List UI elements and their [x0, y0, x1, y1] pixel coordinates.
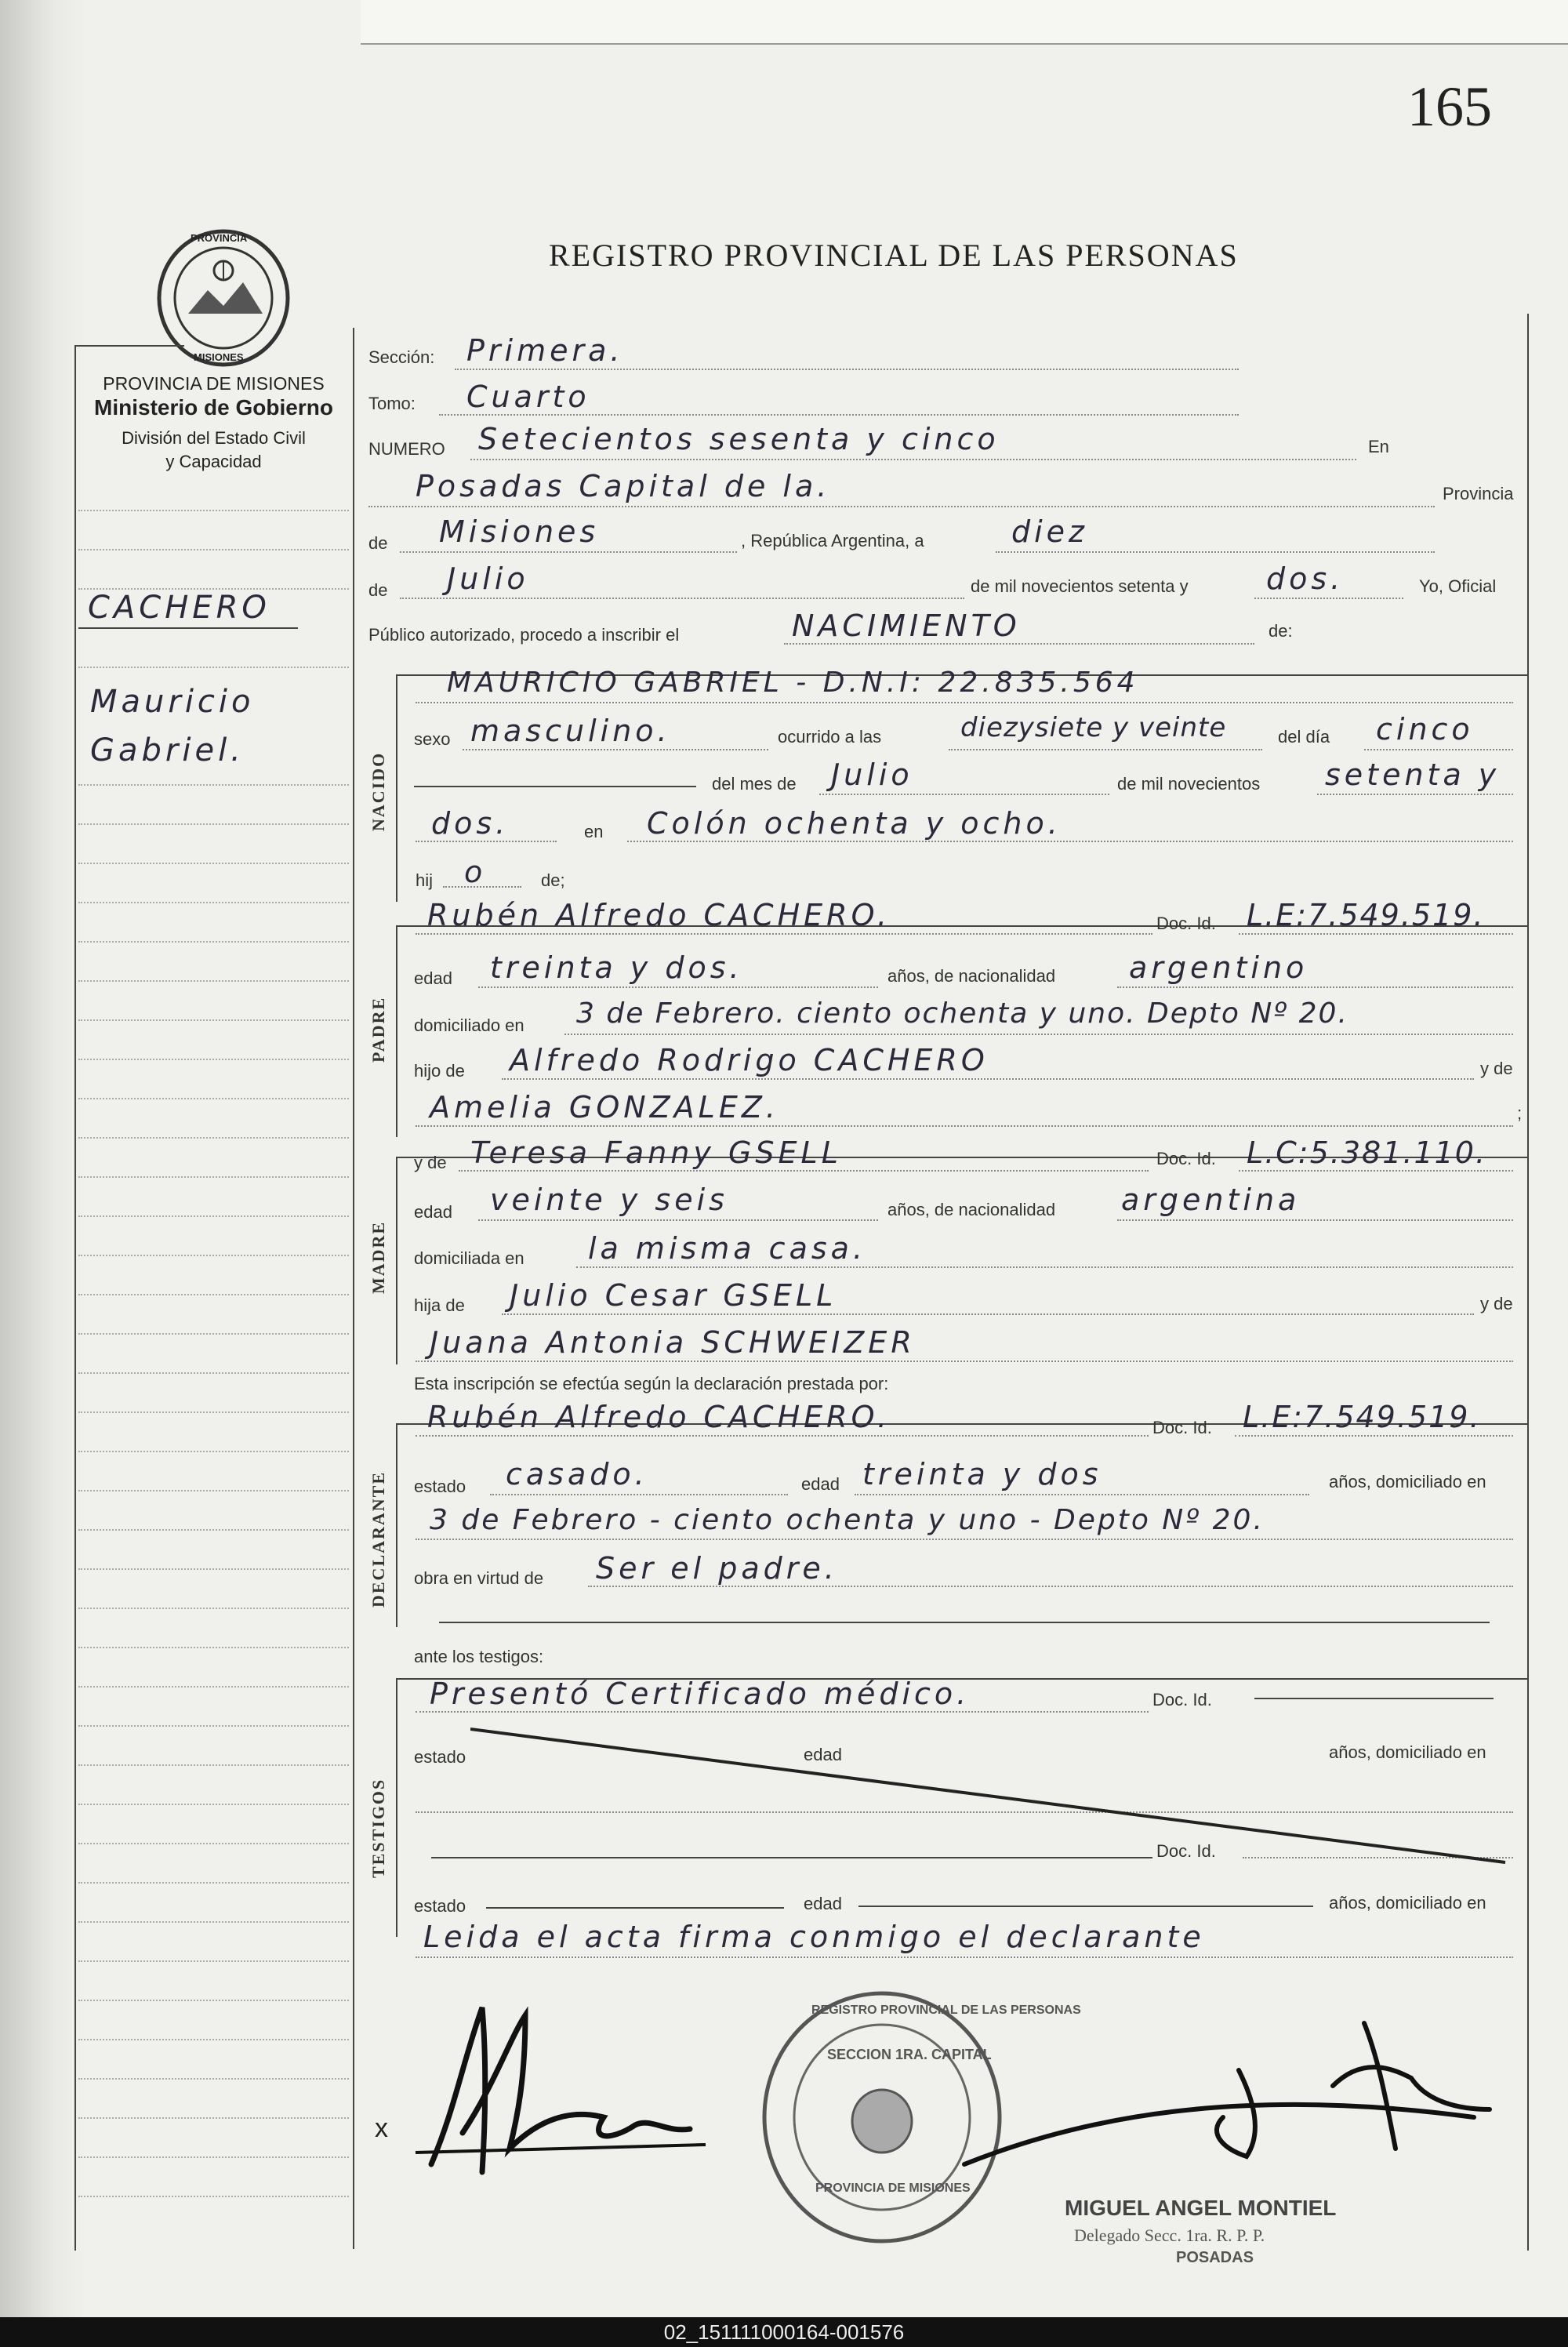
dotted-line [416, 1539, 1513, 1540]
value-testigo-1: Presentó Certificado médico. [430, 1677, 971, 1711]
margin-line [78, 1882, 349, 1884]
official-signature [925, 1992, 1505, 2172]
sign-mark: x [375, 2113, 388, 2143]
label-doc-id: Doc. Id. [1156, 1149, 1216, 1168]
value-acto: NACIMIENTO [792, 609, 1021, 643]
margin-line [78, 1921, 349, 1923]
label-de: de [368, 533, 388, 553]
label-yo-oficial: Yo, Oficial [1419, 576, 1497, 596]
value-madre-padre: Julio Cesar GSELL [510, 1278, 837, 1313]
province-name: PROVINCIA DE MISIONES [103, 373, 325, 394]
label-seccion: Sección: [368, 347, 435, 367]
label-y-de: y de [1480, 1294, 1513, 1313]
dotted-line [470, 459, 1356, 460]
value-cierre: Leida el acta firma conmigo el declarante [423, 1920, 1205, 1954]
official-city: POSADAS [1176, 2249, 1254, 2266]
label-de-semi: de; [541, 870, 565, 890]
dotted-line [478, 986, 878, 988]
division-line-2: y Capacidad [165, 452, 262, 471]
page-number: 165 [1407, 75, 1492, 138]
blank-line [858, 1906, 1313, 1907]
margin-line [78, 1568, 349, 1570]
margin-line [78, 1372, 349, 1374]
value-anio-acta: dos. [1266, 561, 1345, 596]
dotted-line [949, 749, 1262, 750]
stamp-inner-text: SECCION 1RA. CAPITAL [827, 2047, 992, 2062]
image-id-footer: 02_151111000164-001576 [0, 2317, 1568, 2347]
dotted-line [416, 1361, 1513, 1362]
margin-given-2: Gabriel. [90, 732, 245, 768]
margin-line [78, 1647, 349, 1648]
value-hora: diezysiete y veinte [960, 712, 1227, 743]
value-tomo: Cuarto [466, 380, 590, 414]
dotted-line [416, 1711, 1149, 1713]
value-padre-madre: Amelia GONZALEZ. [430, 1090, 779, 1124]
margin-line [78, 1176, 349, 1178]
dotted-line [439, 414, 1239, 416]
dotted-line [416, 1956, 1513, 1958]
dotted-line [416, 841, 557, 842]
dotted-line [1317, 794, 1513, 795]
margin-line [78, 1294, 349, 1295]
dotted-line [416, 1435, 1149, 1437]
value-provincia: Misiones [439, 514, 600, 549]
side-label-nacido: NACIDO [368, 751, 388, 831]
cancel-stroke [470, 1721, 1513, 1870]
margin-line [78, 980, 349, 982]
margin-line [78, 2117, 349, 2119]
blank-line [1254, 1698, 1494, 1699]
label-de-mil-setenta: de mil novecientos setenta y [971, 576, 1189, 596]
margin-line [78, 1215, 349, 1217]
dotted-line [416, 1125, 1513, 1127]
margin-line [78, 1490, 349, 1491]
label-edad: edad [801, 1474, 840, 1494]
side-label-testigos: TESTIGOS [368, 1778, 388, 1878]
value-madre-nombre: Teresa Fanny GSELL [470, 1135, 842, 1170]
dotted-line [1239, 1170, 1513, 1172]
margin-line [78, 1451, 349, 1452]
dotted-line [455, 369, 1239, 370]
margin-line [78, 784, 349, 786]
label-estado: estado [414, 1747, 466, 1767]
label-republica: , República Argentina, a [741, 531, 924, 550]
label-en: en [584, 822, 604, 841]
margin-line [78, 1411, 349, 1413]
margin-right-rule [353, 328, 354, 2249]
value-decl-doc: L.E:7.549.519. [1243, 1400, 1481, 1434]
margin-line [78, 1529, 349, 1531]
value-padre-doc: L.E:7.549.519. [1247, 898, 1485, 932]
margin-line [78, 1098, 349, 1099]
value-mes-nac: Julio [831, 758, 913, 792]
margin-line [78, 1725, 349, 1727]
stamp-bottom-text: PROVINCIA DE MISIONES [815, 2182, 971, 2195]
dotted-line [502, 1078, 1474, 1080]
dotted-line [1117, 1219, 1513, 1221]
margin-line [78, 1137, 349, 1139]
value-padre-edad: treinta y dos. [490, 950, 743, 985]
label-doc-id: Doc. Id. [1156, 1841, 1216, 1861]
value-dia-nac: cinco [1376, 712, 1474, 747]
label-sexo: sexo [414, 729, 451, 749]
side-label-padre: PADRE [368, 996, 388, 1063]
margin-line [78, 1059, 349, 1060]
dotted-line [1239, 933, 1513, 935]
sheet-behind [361, 0, 1568, 45]
label-edad: edad [414, 968, 452, 988]
label-en: En [1368, 437, 1389, 456]
value-padre-dom: 3 de Febrero. ciento ochenta y uno. Depto Nº 20. [576, 997, 1348, 1030]
margin-line [78, 1764, 349, 1766]
stamp-ring-text: REGISTRO PROVINCIAL DE LAS PERSONAS [811, 2004, 1081, 2017]
label-anos-dom: años, domiciliado en [1329, 1893, 1486, 1913]
label-de-colon: de: [1269, 621, 1293, 641]
value-numero: Setecientos sesenta y cinco [478, 422, 1000, 456]
section-side-rule [396, 1678, 397, 1937]
label-anos-dom: años, domiciliado en [1329, 1472, 1486, 1491]
dotted-line [502, 1313, 1474, 1315]
dotted-line [1364, 749, 1513, 750]
margin-top-rule [74, 345, 184, 347]
value-anio-nac-1: setenta y [1325, 758, 1501, 792]
section-side-rule [396, 674, 397, 902]
division-line-1: División del Estado Civil [122, 428, 306, 448]
label-edad: edad [804, 1745, 842, 1764]
dotted-line [819, 794, 1109, 795]
dotted-line [1235, 1435, 1513, 1437]
dotted-line [627, 841, 1513, 842]
section-side-rule [396, 1157, 397, 1364]
margin-line [78, 549, 349, 550]
margin-line [78, 1255, 349, 1256]
label-edad: edad [804, 1894, 842, 1913]
value-decl-dom: 3 de Febrero - ciento ochenta y uno - Depto Nº 20. [430, 1504, 1265, 1536]
value-padre-nac: argentino [1129, 950, 1308, 985]
margin-surname: CACHERO [88, 590, 270, 626]
official-name: MIGUEL ANGEL MONTIEL [1065, 2196, 1337, 2220]
ministry-name: Ministerio de Gobierno [94, 395, 333, 420]
blank-line [414, 786, 696, 787]
margin-line [78, 2000, 349, 2001]
label-estado: estado [414, 1896, 466, 1916]
dotted-line [1117, 986, 1513, 988]
label-numero: NUMERO [368, 439, 445, 459]
binding-edge [0, 0, 86, 2347]
label-de: de [368, 580, 388, 600]
value-madre-edad: veinte y seis [490, 1183, 728, 1217]
margin-line [78, 510, 349, 511]
margin-line [78, 863, 349, 864]
dotted-line [416, 933, 1152, 935]
seal-top-text: PROVINCIA [191, 232, 248, 244]
label-semicolon: ; [1517, 1103, 1523, 1123]
margin-line [78, 1686, 349, 1688]
label-domiciliada-en: domiciliada en [414, 1248, 524, 1268]
label-estado: estado [414, 1477, 466, 1496]
margin-left-rule [74, 345, 76, 2251]
value-dia-acta: diez [1011, 514, 1089, 549]
margin-line [78, 941, 349, 943]
label-ocurrido: ocurrido a las [778, 727, 882, 747]
declarant-signature [408, 1992, 721, 2196]
label-del-dia: del día [1278, 727, 1330, 747]
label-inscripcion: Esta inscripción se efectúa según la declaración prestada por: [414, 1374, 889, 1393]
margin-line [78, 902, 349, 903]
dotted-line [459, 1170, 1149, 1172]
margin-line [78, 1843, 349, 1844]
label-provincia: Provincia [1443, 484, 1514, 503]
dotted-line [416, 702, 1513, 703]
label-edad: edad [414, 1202, 452, 1222]
blank-line [439, 1622, 1490, 1623]
value-decl-obra: Ser el padre. [596, 1551, 838, 1586]
dotted-line [996, 551, 1435, 553]
label-de-mil: de mil novecientos [1117, 774, 1261, 794]
dotted-line [490, 1494, 788, 1495]
value-madre-madre: Juana Antonia SCHWEIZER [430, 1325, 916, 1360]
label-ante: ante los testigos: [414, 1647, 544, 1666]
label-del-mes: del mes de [712, 774, 797, 794]
value-hijo-letra: o [464, 855, 487, 889]
margin-line [78, 2039, 349, 2040]
dotted-line [400, 551, 737, 553]
label-anos-nac: años, de nacionalidad [887, 966, 1056, 986]
value-decl-nombre: Rubén Alfredo CACHERO. [427, 1400, 891, 1434]
label-doc-id: Doc. Id. [1152, 1418, 1212, 1437]
value-decl-edad: treinta y dos [862, 1457, 1102, 1491]
value-madre-dom: la misma casa. [588, 1231, 867, 1266]
value-decl-estado: casado. [506, 1457, 648, 1491]
dotted-line [576, 1266, 1513, 1268]
dotted-line [855, 1494, 1309, 1495]
seal-bottom-text: MISIONES [194, 351, 244, 363]
label-doc-id: Doc. Id. [1152, 1690, 1212, 1709]
value-lugar-nac: Colón ochenta y ocho. [647, 806, 1062, 841]
margin-line [78, 2196, 349, 2197]
section-side-rule [396, 1423, 397, 1627]
margin-line [78, 2156, 349, 2158]
label-anos-dom: años, domiciliado en [1329, 1742, 1486, 1762]
value-madre-doc: L.C:5.381.110. [1247, 1135, 1487, 1170]
dotted-line [564, 1034, 1513, 1035]
label-tomo: Tomo: [368, 394, 416, 413]
official-role: Delegado Secc. 1ra. R. P. P. [1074, 2225, 1265, 2245]
value-mes-acta: Julio [447, 561, 529, 596]
value-nombre: MAURICIO GABRIEL - D.N.I: 22.835.564 [447, 667, 1139, 699]
document-title: REGISTRO PROVINCIAL DE LAS PERSONAS [549, 238, 1239, 273]
label-doc-id: Doc. Id. [1156, 914, 1216, 933]
value-ciudad: Posadas Capital de la. [416, 469, 831, 503]
value-padre-padre: Alfredo Rodrigo CACHERO [510, 1043, 989, 1077]
dotted-line [588, 1586, 1513, 1587]
value-madre-nac: argentina [1121, 1183, 1301, 1217]
side-label-madre: MADRE [368, 1220, 388, 1294]
misiones-seal-icon [145, 227, 302, 369]
margin-line [78, 1960, 349, 1962]
dotted-line [443, 886, 521, 888]
dotted-line [784, 643, 1254, 645]
label-hija-de: hija de [414, 1295, 465, 1315]
label-publico: Público autorizado, procedo a inscribir el [368, 625, 680, 645]
dotted-line [368, 506, 1435, 507]
margin-line [78, 2078, 349, 2080]
page-right-rule [1527, 314, 1529, 2251]
margin-line [78, 1804, 349, 1805]
label-anos-nac: años, de nacionalidad [887, 1200, 1056, 1219]
margin-line [78, 1608, 349, 1609]
margin-line [78, 1333, 349, 1335]
label-y-de-madre: y de [414, 1153, 447, 1172]
dotted-line [1254, 598, 1403, 599]
value-seccion: Primera. [466, 333, 624, 368]
margin-surname-underline [78, 627, 298, 629]
dotted-line [463, 749, 768, 750]
label-hijo-de: hijo de [414, 1061, 465, 1081]
label-y-de: y de [1480, 1059, 1513, 1078]
margin-given-1: Mauricio [90, 684, 255, 720]
label-obra: obra en virtud de [414, 1568, 544, 1588]
dotted-line [478, 1219, 878, 1221]
margin-line [78, 823, 349, 825]
value-padre-nombre: Rubén Alfredo CACHERO. [427, 898, 891, 932]
value-sexo: masculino. [470, 714, 671, 748]
dotted-line [400, 598, 964, 599]
label-domiciliado-en: domiciliado en [414, 1015, 524, 1035]
margin-line [78, 1019, 349, 1021]
section-side-rule [396, 925, 397, 1137]
side-label-declarante: DECLARANTE [368, 1470, 388, 1608]
label-hij: hij [416, 870, 434, 890]
margin-line [78, 667, 349, 668]
blank-line [486, 1907, 784, 1909]
value-anio-nac-2: dos. [431, 806, 510, 841]
